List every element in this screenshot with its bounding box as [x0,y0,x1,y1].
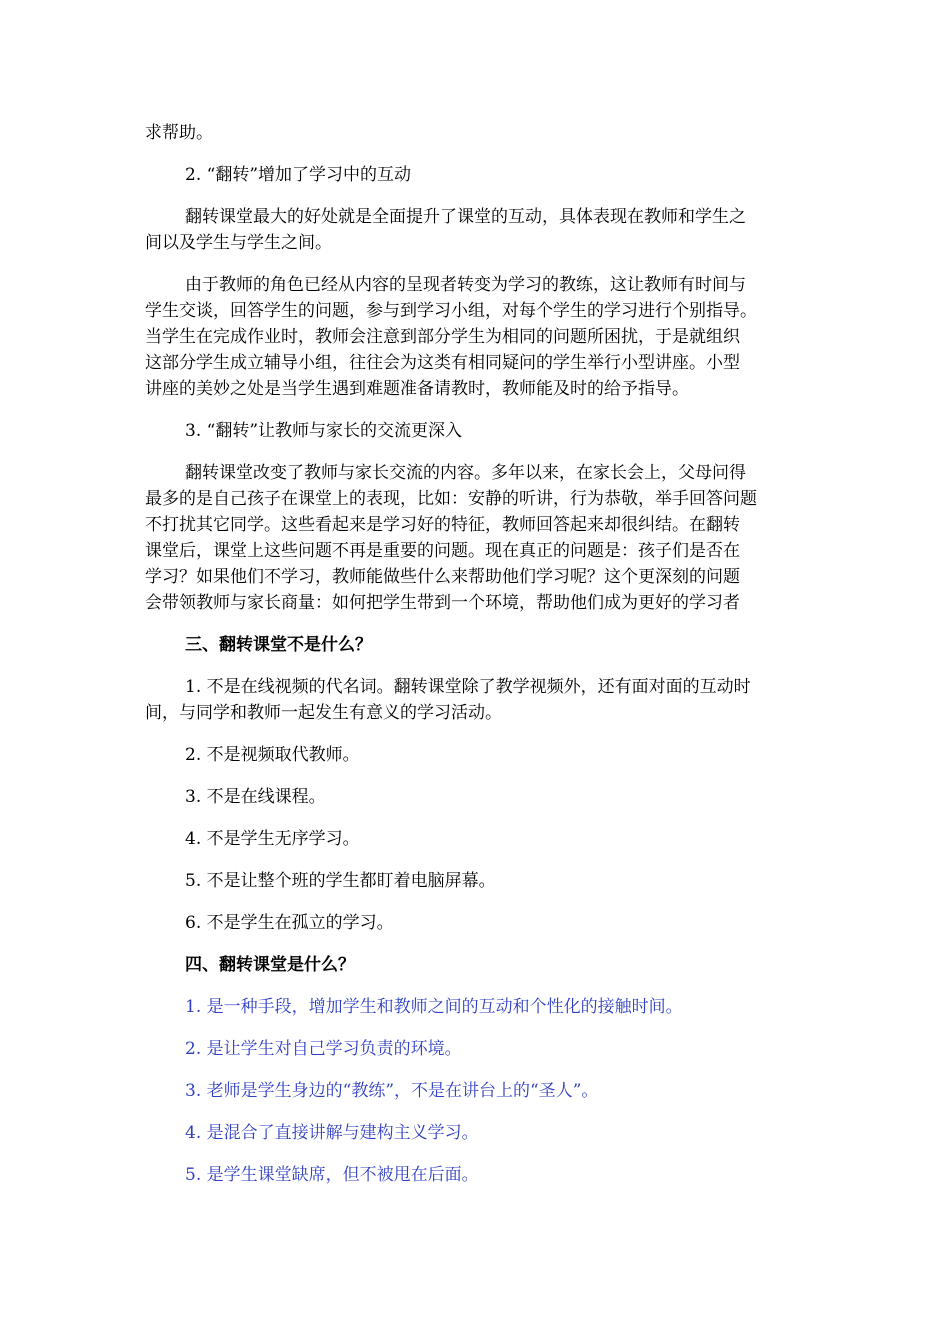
paragraph [145,162,810,188]
section-heading [145,952,810,978]
text-line: 5. 不是让整个班的学生都盯着电脑屏幕。 [185,871,496,891]
text-line: 这部分学生成立辅导小组，往往会为这类有相同疑问的学生举行小型讲座。小型 [145,353,740,373]
text-line: 学习？如果他们不学习，教师能做些什么来帮助他们学习呢？这个更深刻的问题 [145,567,740,587]
paragraph [145,418,810,444]
text-line: 2. 是让学生对自己学习负责的环境。 [185,1039,462,1059]
text-line: 2. 不是视频取代教师。 [185,745,360,765]
paragraph [145,204,810,256]
text-line: 会带领教师与家长商量：如何把学生带到一个环境，帮助他们成为更好的学习者 [145,593,740,613]
document-page [145,120,810,1204]
text-line: 3. 老师是学生身边的“教练”，不是在讲台上的“圣人”。 [185,1081,599,1101]
paragraph [145,1162,810,1188]
text-line: 1. 是一种手段，增加学生和教师之间的互动和个性化的接触时间。 [185,997,683,1017]
text-line: 2. “翻转”增加了学习中的互动 [185,165,412,185]
text-line: 由于教师的角色已经从内容的呈现者转变为学习的教练，这让教师有时间与 [185,275,746,295]
text-line: 4. 是混合了直接讲解与建构主义学习。 [185,1123,479,1143]
text-line: 最多的是自己孩子在课堂上的表现，比如：安静的听讲，行为恭敬，举手回答问题 [145,489,757,509]
paragraph [145,272,810,402]
paragraph [145,994,810,1020]
paragraph [145,868,810,894]
paragraph [145,1036,810,1062]
paragraph [145,784,810,810]
text-line: 翻转课堂最大的好处就是全面提升了课堂的互动，具体表现在教师和学生之 [185,207,746,227]
text-line: 3. 不是在线课程。 [185,787,326,807]
text-line: 间以及学生与学生之间。 [145,233,332,253]
text-line: 课堂后，课堂上这些问题不再是重要的问题。现在真正的问题是：孩子们是否在 [145,541,740,561]
text-line: 讲座的美妙之处是当学生遇到难题准备请教时，教师能及时的给予指导。 [145,379,689,399]
paragraph [145,120,810,146]
text-line: 四、翻转课堂是什么？ [185,955,355,975]
paragraph [145,1078,810,1104]
text-line: 三、翻转课堂不是什么？ [185,635,372,655]
text-line: 学生交谈，回答学生的问题，参与到学习小组，对每个学生的学习进行个别指导。 [145,301,757,321]
text-line: 6. 不是学生在孤立的学习。 [185,913,394,933]
text-line: 5. 是学生课堂缺席，但不被甩在后面。 [185,1165,479,1185]
text-line: 1. 不是在线视频的代名词。翻转课堂除了教学视频外，还有面对面的互动时 [185,677,751,697]
paragraph [145,826,810,852]
section-heading [145,632,810,658]
paragraph [145,460,810,616]
text-line: 间，与同学和教师一起发生有意义的学习活动。 [145,703,502,723]
text-line: 3. “翻转”让教师与家长的交流更深入 [185,421,463,441]
paragraph [145,742,810,768]
paragraph [145,674,810,726]
paragraph [145,910,810,936]
paragraph [145,1120,810,1146]
text-line: 不打扰其它同学。这些看起来是学习好的特征，教师回答起来却很纠结。在翻转 [145,515,740,535]
text-line: 当学生在完成作业时，教师会注意到部分学生为相同的问题所困扰，于是就组织 [145,327,740,347]
text-line: 4. 不是学生无序学习。 [185,829,360,849]
text-line: 求帮助。 [145,123,213,143]
text-line: 翻转课堂改变了教师与家长交流的内容。多年以来，在家长会上，父母问得 [185,463,746,483]
